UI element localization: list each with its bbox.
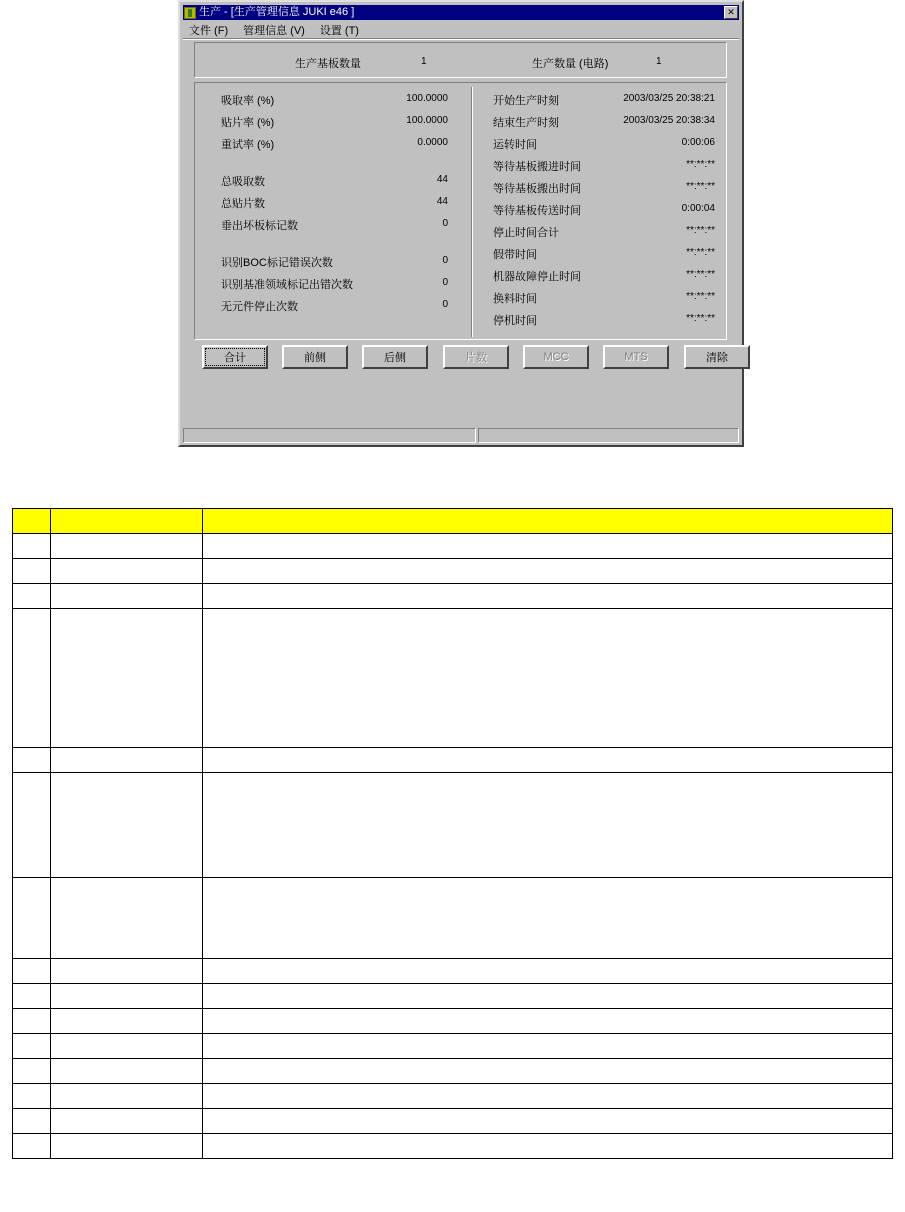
table-cell-desc [203, 878, 893, 959]
table-cell-desc [203, 1109, 893, 1134]
stat-value-start-time: 2003/03/25 20:38:21 [623, 93, 715, 104]
table-row [13, 959, 893, 984]
stat-value-total-pickups: 44 [436, 174, 448, 185]
table-cell-item [51, 1109, 203, 1134]
application-window [178, 0, 744, 447]
stat-value-tape-time: **:**:** [686, 247, 715, 258]
clear-button[interactable]: 清除 [684, 345, 750, 369]
stat-label-run-time: 运转时间 [493, 139, 537, 151]
table-cell-item [51, 609, 203, 748]
table-cell-desc [203, 959, 893, 984]
table-cell-item [51, 1034, 203, 1059]
stat-label-total-pickups: 总吸取数 [221, 176, 265, 188]
stat-label-bad-board-marks: 垂出坏板标记数 [221, 220, 298, 232]
table-cell-item [51, 748, 203, 773]
table-cell-item [51, 773, 203, 878]
table-row [13, 984, 893, 1009]
table-cell-no [13, 959, 51, 984]
table-cell-no [13, 1034, 51, 1059]
stat-value-changeover-time: **:**:** [686, 291, 715, 302]
table-row [13, 1009, 893, 1034]
stat-value-wait-board-in: **:**:** [686, 159, 715, 170]
stat-value-placement-rate: 100.0000 [406, 115, 448, 126]
label-circuit-count: 生产数量 (电路) [532, 58, 609, 70]
label-board-count: 生产基板数量 [295, 58, 361, 70]
table-cell-no [13, 534, 51, 559]
table-cell-item [51, 534, 203, 559]
table-row [13, 1059, 893, 1084]
table-cell-item [51, 959, 203, 984]
menu-item-file[interactable]: 文件 (F) [189, 25, 229, 37]
stat-label-fiducial-errors: 识别基准领域标记出错次数 [221, 279, 353, 291]
stat-label-start-time: 开始生产时刻 [493, 95, 559, 107]
statistics-panel [194, 82, 727, 340]
app-icon [184, 7, 196, 19]
table-header-no [13, 509, 51, 534]
stat-label-retry-rate: 重试率 (%) [221, 139, 275, 151]
window-titlebar[interactable] [183, 5, 739, 20]
table-cell-no [13, 773, 51, 878]
stat-value-machine-fault-time: **:**:** [686, 269, 715, 280]
total-button[interactable]: 合计 [202, 345, 268, 369]
stat-label-end-time: 结束生产时刻 [493, 117, 559, 129]
stat-label-wait-board-out: 等待基板搬出时间 [493, 183, 581, 195]
table-row [13, 584, 893, 609]
description-table [12, 508, 893, 1159]
table-cell-item [51, 1059, 203, 1084]
stat-value-end-time: 2003/03/25 20:38:34 [623, 115, 715, 126]
stat-label-tape-time: 假带时间 [493, 249, 537, 261]
table-row [13, 773, 893, 878]
stat-label-placement-rate: 贴片率 (%) [221, 117, 275, 129]
stat-value-boc-mark-errors: 0 [442, 255, 448, 266]
stat-value-total-stop-time: **:**:** [686, 225, 715, 236]
mcc-button[interactable]: MCC [523, 345, 589, 369]
front-side-button[interactable]: 前侧 [282, 345, 348, 369]
window-title: 生产 - [生产管理信息 JUKI e46 ] [199, 6, 355, 18]
stat-value-downtime: **:**:** [686, 313, 715, 324]
table-cell-desc [203, 534, 893, 559]
stat-value-retry-rate: 0.0000 [417, 137, 448, 148]
table-cell-item [51, 878, 203, 959]
table-cell-no [13, 984, 51, 1009]
table-row [13, 878, 893, 959]
panel-vertical-divider [471, 87, 473, 337]
table-cell-no [13, 584, 51, 609]
table-cell-item [51, 1009, 203, 1034]
table-cell-item [51, 984, 203, 1009]
statusbar-cell-right [478, 428, 739, 443]
table-cell-desc [203, 609, 893, 748]
table-cell-no [13, 748, 51, 773]
table-header-row [13, 509, 893, 534]
table-row [13, 1109, 893, 1134]
stat-label-wait-board-transfer: 等待基板传送时间 [493, 205, 581, 217]
table-cell-no [13, 1009, 51, 1034]
table-cell-desc [203, 1034, 893, 1059]
table-cell-no [13, 1084, 51, 1109]
client-area [183, 40, 739, 440]
stat-label-machine-fault-time: 机器故障停止时间 [493, 271, 581, 283]
table-cell-desc [203, 748, 893, 773]
stat-label-wait-board-in: 等待基板搬进时间 [493, 161, 581, 173]
close-icon[interactable]: ✕ [724, 6, 738, 19]
mts-button[interactable]: MTS [603, 345, 669, 369]
table-cell-desc [203, 1059, 893, 1084]
table-cell-no [13, 1134, 51, 1159]
table-row [13, 559, 893, 584]
stat-label-total-placements: 总贴片数 [221, 198, 265, 210]
table-cell-no [13, 1059, 51, 1084]
table-cell-item [51, 559, 203, 584]
table-cell-desc [203, 773, 893, 878]
table-row [13, 1134, 893, 1159]
stat-value-wait-board-out: **:**:** [686, 181, 715, 192]
table-cell-desc [203, 584, 893, 609]
table-row [13, 1034, 893, 1059]
stat-value-pickup-rate: 100.0000 [406, 93, 448, 104]
table-cell-item [51, 1134, 203, 1159]
table-cell-desc [203, 984, 893, 1009]
table-cell-no [13, 878, 51, 959]
mdi-child-production-info [183, 40, 739, 440]
table-cell-desc [203, 559, 893, 584]
table-cell-no [13, 1109, 51, 1134]
stat-label-no-part-stops: 无元件停止次数 [221, 301, 298, 313]
stat-value-fiducial-errors: 0 [442, 277, 448, 288]
stat-value-total-placements: 44 [436, 196, 448, 207]
table-cell-item [51, 1084, 203, 1109]
stat-value-run-time: 0:00:06 [681, 137, 715, 148]
stat-value-bad-board-marks: 0 [442, 218, 448, 229]
table-cell-no [13, 559, 51, 584]
stat-value-no-part-stops: 0 [442, 299, 448, 310]
table-row [13, 748, 893, 773]
production-count-panel [194, 42, 727, 78]
table-header-desc [203, 509, 893, 534]
statusbar-cell-left [183, 428, 476, 443]
stat-value-wait-board-transfer: 0:00:04 [681, 203, 715, 214]
menu-item-management-info[interactable]: 管理信息 (V) [243, 25, 305, 37]
value-board-count: 1 [421, 56, 427, 67]
table-header-item [51, 509, 203, 534]
statusbar [183, 427, 739, 444]
table-cell-desc [203, 1134, 893, 1159]
table-row [13, 534, 893, 559]
table-row [13, 609, 893, 748]
stat-label-boc-mark-errors: 识别BOC标记错误次数 [221, 257, 333, 269]
menu-item-settings[interactable]: 设置 (T) [319, 25, 359, 37]
sheet-count-button[interactable]: 片数 [443, 345, 509, 369]
stat-label-total-stop-time: 停止时间合计 [493, 227, 559, 239]
value-circuit-count: 1 [656, 56, 662, 67]
stat-label-downtime: 停机时间 [493, 315, 537, 327]
table-cell-desc [203, 1009, 893, 1034]
stat-label-changeover-time: 换料时间 [493, 293, 537, 305]
table-row [13, 1084, 893, 1109]
table-cell-no [13, 609, 51, 748]
table-cell-item [51, 584, 203, 609]
menubar [183, 22, 739, 38]
button-row [194, 345, 727, 371]
stat-label-pickup-rate: 吸取率 (%) [221, 95, 275, 107]
table-cell-desc [203, 1084, 893, 1109]
rear-side-button[interactable]: 后侧 [362, 345, 428, 369]
